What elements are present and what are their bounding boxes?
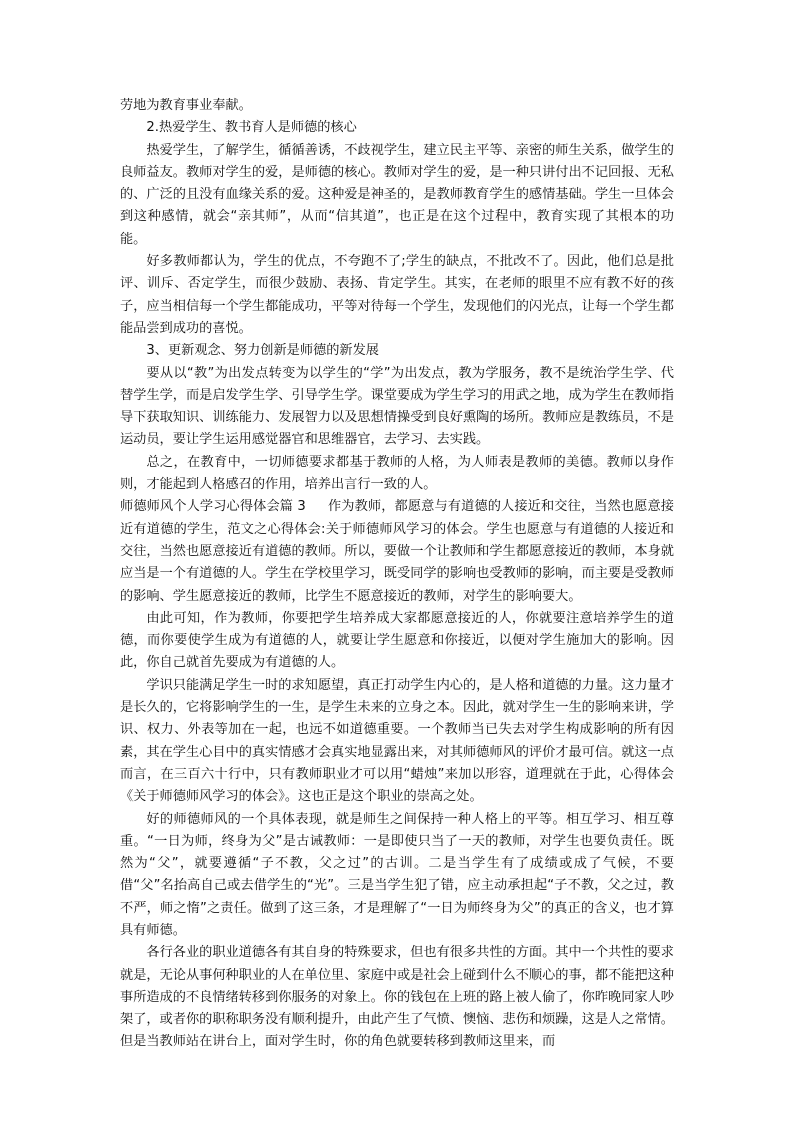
section-heading-3: 3、更新观念、努力创新是师德的新发展 [146,343,379,359]
paragraph-1: 劳地为教育事业奉献。 [120,98,252,113]
paragraph-3: 热爱学生，了解学生，循循善诱，不歧视学生，建立民主平等、亲密的师生关系，做学生的良师益友。教师对学生的爱，是师德的核心。教师对学生的爱，是一种只讲付出不记回报、无私的、广泛的且没有血缘关系的爱。这种爱是神圣的，是教师教育学生的感情基础。学生一旦体会到这种感情，就会“亲其师”，从而“信其道”，也正是在这个过程中，教育实现了其根本的功能。 [120,142,674,247]
paragraph-7: 总之，在教育中，一切师德要求都基于教师的人格，为人师表是教师的美德。教师以身作则，才能起到人格感召的作用，培养出言行一致的人。 [120,454,674,493]
paragraph-8 [120,496,674,607]
article-lead-title: 师德师风个人学习心得体会篇 3 [120,499,306,515]
section-heading-2: 2.热爱学生、教书育人是师德的核心 [146,120,357,136]
paragraph-4: 好多教师都认为，学生的优点，不夸跑不了;学生的缺点，不批改不了。因此，他们总是批评、训斥、否定学生，而很少鼓励、表扬、肯定学生。其实，在老师的眼里不应有教不好的孩子，应当相信每一个学生都能成功，平等对待每一个学生，发现他们的闪光点，让每一个学生都能品尝到成功的喜悦。 [120,254,674,336]
paragraph-11: 好的师德师风的一个具体表现，就是师生之间保持一种人格上的平等。相互学习、相互尊重。“一日为师，终身为父”是古诫教师：一是即使只当了一天的教师，对学生也要负责任。既然为“父”，就要遵循“子不教，父之过”的古训。二是当学生有了成绩或成了气候，不要借“父”名抬高自己或去借学生的“光”。三是当学生犯了错，应主动承担起“子不教，父之过，教不严，师之惰”之责任。做到了这三条，才是理解了“一日为师终身为父”的真正的含义，也才算具有师德。 [120,811,674,938]
paragraph-6: 要从以“教”为出发点转变为以学生的“学”为出发点，教为学服务，教不是统治学生学、代替学生学，而是启发学生学、引导学生学。课堂要成为学生学习的用武之地，成为学生在教师指导下获取知识、训练能力、发展智力以及思想情操受到良好熏陶的场所。教师应是教练员，不是运动员，要让学生运用感觉器官和思维器官，去学习、去实践。 [120,365,674,448]
paragraph-9: 由此可知，作为教师，你要把学生培养成大家都愿意接近的人，你就要注意培养学生的道德，而你要使学生成为有道德的人，就要让学生愿意和你接近，以便对学生施加大的影响。因此，你自己就首先要成为有道德的人。 [120,610,674,671]
document-page [120,95,674,1054]
paragraph-8-body: 作为教师，都愿意与有道德的人接近和交往，当然也愿意接近有道德的学生，范文之心得体会:关于师德师风学习的体会。学生也愿意与有道德的人接近和交往，当然也愿意接近有道德的教师。所以，要做一个让教师和学生都愿意接近的教师，本身就应当是一个有道德的人。学生在学校里学习，既受同学的影响也受教师的影响，而主要是受教师的影响、学生愿意接近的教师，比学生不愿意接近的教师，对学生的影响要大。 [120,499,674,604]
paragraph-12: 各行各业的职业道德各有其自身的特殊要求，但也有很多共性的方面。其中一个共性的要求就是，无论从事何种职业的人在单位里、家庭中或是社会上碰到什么不顺心的事，都不能把这种事所造成的不良情绪转移到你服务的对象上。你的钱包在上班的路上被人偷了，你昨晚同家人吵架了，或者你的职称职务没有顺利提升，由此产生了气愤、懊恼、悲伤和烦躁，这是人之常情。但是当教师站在讲台上，面对学生时，你的角色就要转移到教师这里来，而 [120,945,674,1050]
paragraph-10: 学识只能满足学生一时的求知愿望，真正打动学生内心的，是人格和道德的力量。这力量才是长久的，它将影响学生的一生，是学生未来的立身之本。因此，就对学生一生的影响来讲，学识、权力、外表等加在一起，也远不如道德重要。一个教师当已失去对学生构成影响的所有因素，其在学生心目中的真实情感才会真实地显露出来，对其师德师风的评价才最可信。就这一点而言，在三百六十行中，只有教师职业才可以用“蜡烛”来加以形容，道理就在于此，心得体会《关于师德师风学习的体会》。这也正是这个职业的崇高之处。 [120,677,674,805]
